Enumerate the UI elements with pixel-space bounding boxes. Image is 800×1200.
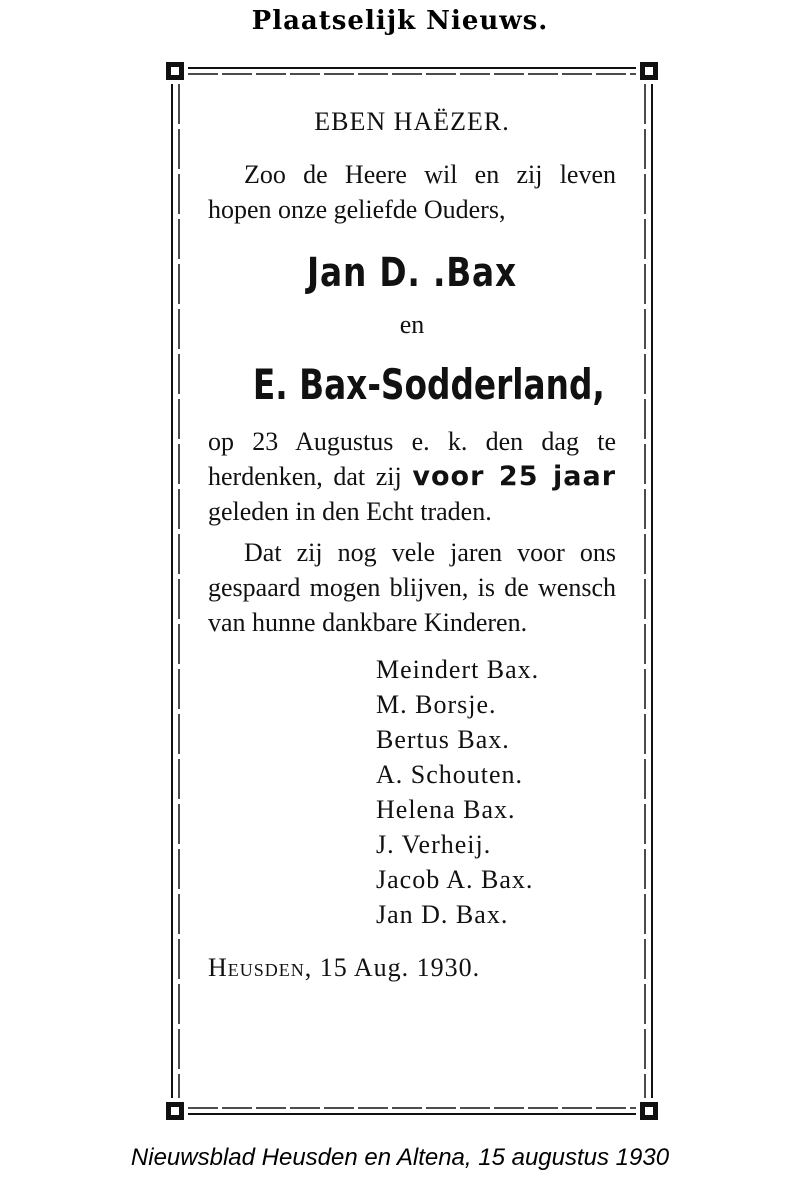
signature-line: Bertus Bax. xyxy=(376,725,510,754)
signature-line: Jan D. Bax. xyxy=(376,900,509,929)
children-signatures xyxy=(376,652,616,932)
notice-heading: EBEN HAËZER. xyxy=(314,107,510,136)
intro-paragraph: Zoo de Heere wil en zij leven hopen onze geliefde Ouders, xyxy=(208,160,616,224)
dateline-date: 15 Aug. 1930. xyxy=(319,953,481,982)
source-caption: Nieuwsblad Heusden en Altena, 15 augustus 1930 xyxy=(130,1144,670,1171)
signature-line: A. Schouten. xyxy=(376,760,524,789)
signature-line: Jacob A. Bax. xyxy=(376,865,534,894)
signature-line: M. Borsje. xyxy=(376,690,497,719)
anniversary-text-end: geleden in den Echt traden. xyxy=(208,497,492,526)
anniversary-text-start: op 23 Augustus e. k. den dag te herdenken, dat zij xyxy=(208,427,616,491)
signature-line: J. Verheij. xyxy=(376,830,492,859)
wife-name: E. Bax-Sodderland, xyxy=(252,360,605,409)
anniversary-paragraph xyxy=(208,424,616,529)
newspaper-section-title: Plaatselijk Nieuws. xyxy=(251,6,549,36)
husband-name: Jan D. .Bax xyxy=(307,250,517,296)
wish-paragraph: Dat zij nog vele jaren voor ons gespaard mogen blijven, is de wensch van hunne dankbare Kinderen. xyxy=(208,538,616,637)
anniversary-years: voor 25 jaar xyxy=(412,461,617,492)
dateline xyxy=(208,950,616,985)
conjunction-text: en xyxy=(399,310,425,339)
announcement-frame xyxy=(166,62,658,1128)
dateline-place: Heusden, xyxy=(208,953,313,982)
signature-line: Meindert Bax. xyxy=(376,655,540,684)
signature-line: Helena Bax. xyxy=(376,795,516,824)
anniversary-notice xyxy=(208,102,616,985)
